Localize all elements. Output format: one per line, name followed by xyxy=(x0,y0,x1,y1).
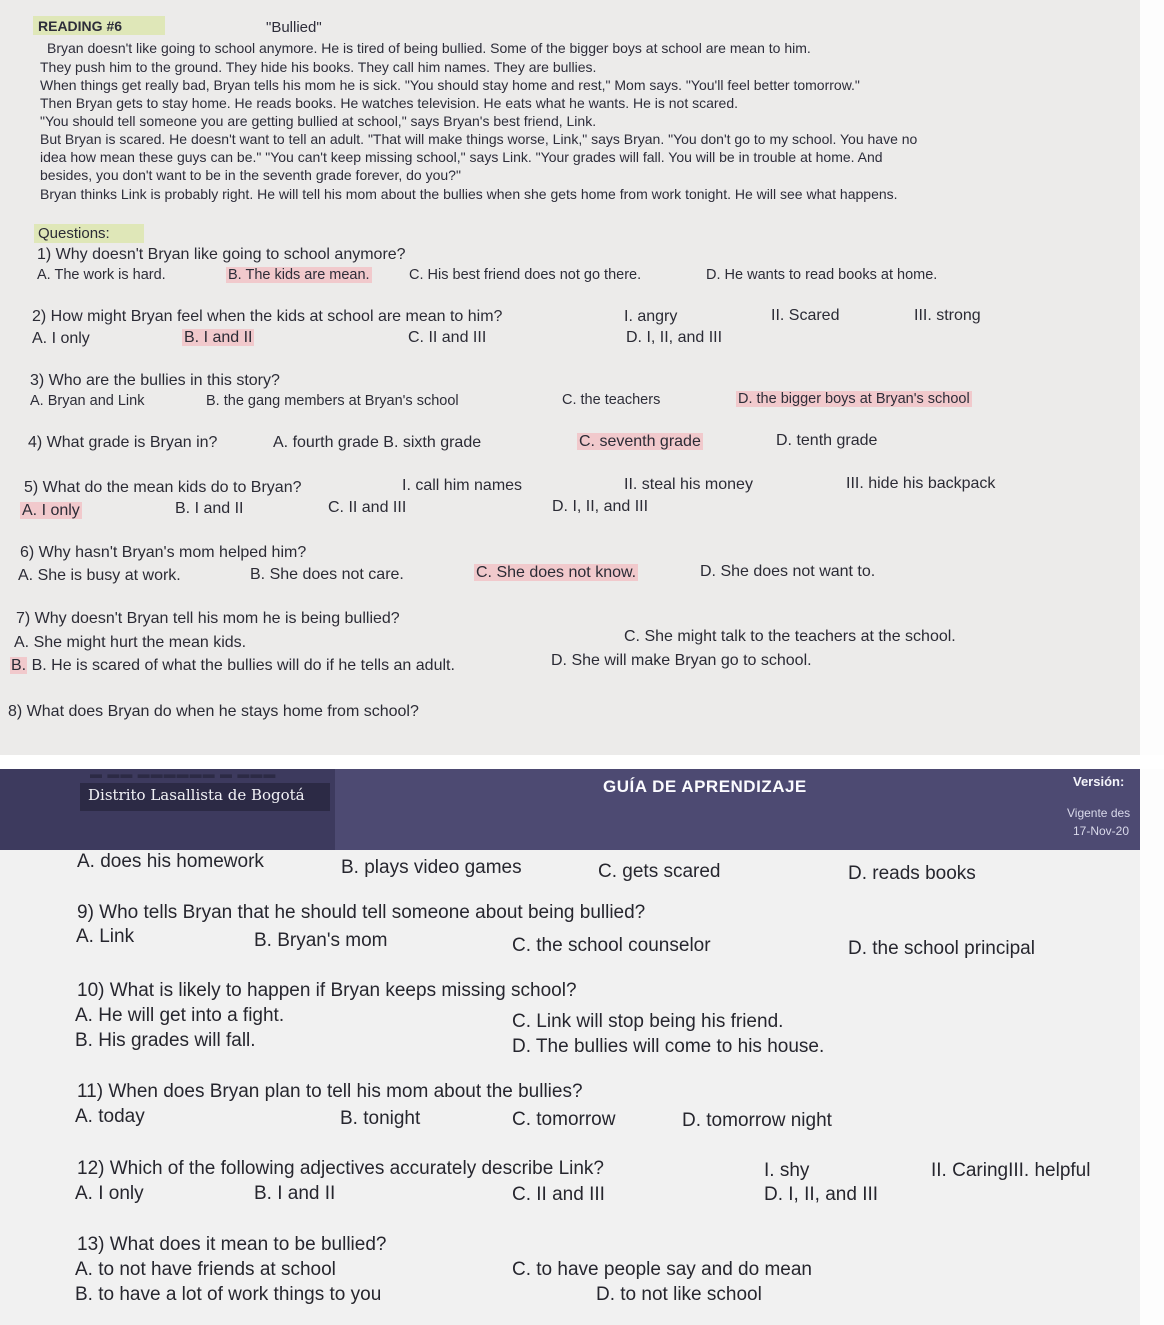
q6-option-b[interactable]: B. She does not care. xyxy=(250,566,404,583)
passage-line: Then Bryan gets to stay home. He reads books. He watches television. He eats what he wants. He is not scared. xyxy=(40,95,739,111)
q2-option-d[interactable]: D. I, II, and III xyxy=(626,329,723,346)
q6-option-c[interactable] xyxy=(474,564,638,582)
q1-option-b[interactable] xyxy=(226,267,372,283)
banner-torn-text: ▬ ▬▬ ▬▬▬▬▬▬ ▬ ▬▬▬ xyxy=(90,767,277,781)
passage-line: "You should tell someone you are getting bullied at school," says Bryan's best friend, Link. xyxy=(40,113,597,129)
q12-option-b[interactable]: B. I and II xyxy=(254,1183,336,1204)
q7-option-a[interactable]: A. She might hurt the mean kids. xyxy=(14,634,247,651)
question-3: 3) Who are the bullies in this story? xyxy=(30,372,280,389)
q10-option-c[interactable]: C. Link will stop being his friend. xyxy=(512,1011,784,1032)
q13-option-d[interactable]: D. to not like school xyxy=(596,1284,762,1305)
q5-option-a[interactable] xyxy=(20,502,82,520)
q4-option-c[interactable] xyxy=(577,433,703,451)
question-10: 10) What is likely to happen if Bryan keeps missing school? xyxy=(77,980,577,1001)
q4-option-c-text: C. seventh grade xyxy=(579,433,701,450)
q5-option-b[interactable]: B. I and II xyxy=(175,500,244,517)
passage-line: Bryan doesn't like going to school anymore. He is tired of being bullied. Some of the bigger boys at school are mean to him. xyxy=(47,40,811,56)
district-name: Distrito Lasallista de Bogotá xyxy=(88,786,305,804)
q1-option-c[interactable]: C. His best friend does not go there. xyxy=(409,267,642,283)
question-5: 5) What do the mean kids do to Bryan? xyxy=(24,479,302,496)
q10-option-b[interactable]: B. His grades will fall. xyxy=(75,1030,256,1051)
q5-statement-i: I. call him names xyxy=(402,477,523,494)
q9-option-d[interactable]: D. the school principal xyxy=(848,938,1035,959)
question-13: 13) What does it mean to be bullied? xyxy=(77,1234,387,1255)
q1-option-a[interactable]: A. The work is hard. xyxy=(37,267,166,283)
q8-option-a[interactable]: A. does his homework xyxy=(77,851,264,872)
q12-statement-i: I. shy xyxy=(764,1160,810,1181)
reading-number: READING #6 xyxy=(38,18,123,34)
q11-option-b[interactable]: B. tonight xyxy=(340,1108,421,1129)
question-8: 8) What does Bryan do when he stays home from school? xyxy=(8,703,419,720)
reading-title: "Bullied" xyxy=(266,19,322,36)
q3-option-d-text: D. the bigger boys at Bryan's school xyxy=(738,391,970,407)
passage-line: besides, you don't want to be in the seventh grade forever, do you?" xyxy=(40,167,461,183)
q12-option-c[interactable]: C. II and III xyxy=(512,1184,605,1205)
question-1: 1) Why doesn't Bryan like going to school anymore? xyxy=(37,246,406,263)
q2-option-b-text: B. I and II xyxy=(184,329,253,346)
version-date: 17-Nov-20 xyxy=(1073,824,1130,838)
passage-line: idea how mean these guys can be." "You can't keep missing school," says Link. "Your grades will fall. You will be in trouble at home. And xyxy=(40,149,883,165)
question-11: 11) When does Bryan plan to tell his mom about the bullies? xyxy=(77,1081,583,1102)
q7-option-c[interactable]: C. She might talk to the teachers at the school. xyxy=(624,628,956,645)
passage-line: When things get really bad, Bryan tells his mom he is sick. "You should stay home and rest," Mom says. "You'll feel better tomorrow." xyxy=(40,77,860,93)
q11-option-d[interactable]: D. tomorrow night xyxy=(682,1110,832,1131)
questions-label: Questions: xyxy=(38,225,110,242)
vigente-label: Vigente des xyxy=(1067,806,1131,820)
version-label: Versión: xyxy=(1073,774,1125,789)
q7-option-b-letter: B. xyxy=(11,657,27,674)
q6-option-d[interactable]: D. She does not want to. xyxy=(700,563,876,580)
q11-option-c[interactable]: C. tomorrow xyxy=(512,1109,616,1130)
q10-option-d[interactable]: D. The bullies will come to his house. xyxy=(512,1036,825,1057)
q2-statement-ii: II. Scared xyxy=(771,307,840,324)
q1-option-b-text: B. The kids are mean. xyxy=(228,267,370,283)
passage-line: But Bryan is scared. He doesn't want to tell an adult. "That will make things worse, Link," says Bryan. "You don't go to my school. You have no xyxy=(40,131,918,147)
question-4: 4) What grade is Bryan in? xyxy=(28,434,218,451)
q6-option-a[interactable]: A. She is busy at work. xyxy=(18,567,181,584)
question-2: 2) How might Bryan feel when the kids at school are mean to him? xyxy=(32,308,503,325)
q8-option-d[interactable]: D. reads books xyxy=(848,863,976,884)
q11-option-a[interactable]: A. today xyxy=(75,1106,145,1127)
q2-statement-iii: III. strong xyxy=(914,307,981,324)
q2-option-c[interactable]: C. II and III xyxy=(408,329,487,346)
q9-option-a[interactable]: A. Link xyxy=(76,926,135,947)
q3-option-d[interactable] xyxy=(736,391,972,407)
q9-option-c[interactable]: C. the school counselor xyxy=(512,935,711,956)
q5-statement-ii: II. steal his money xyxy=(624,476,753,493)
q10-option-a[interactable]: A. He will get into a fight. xyxy=(75,1005,285,1026)
question-7: 7) Why doesn't Bryan tell his mom he is being bullied? xyxy=(16,610,400,627)
q2-option-b[interactable] xyxy=(182,329,254,347)
q2-option-a[interactable]: A. I only xyxy=(32,330,90,347)
q5-option-a-text: A. I only xyxy=(22,502,80,519)
question-6: 6) Why hasn't Bryan's mom helped him? xyxy=(20,544,307,561)
q12-option-a[interactable]: A. I only xyxy=(75,1183,144,1204)
passage-line: They push him to the ground. They hide his books. They call him names. They are bullies. xyxy=(40,59,597,75)
q3-option-b[interactable]: B. the gang members at Bryan's school xyxy=(206,393,459,409)
q13-option-c[interactable]: C. to have people say and do mean xyxy=(512,1259,812,1280)
question-12: 12) Which of the following adjectives accurately describe Link? xyxy=(77,1158,604,1179)
q5-statement-iii: III. hide his backpack xyxy=(846,475,996,492)
q5-option-c[interactable]: C. II and III xyxy=(328,499,407,516)
q12-statement-ii: II. CaringIII. helpful xyxy=(931,1160,1091,1181)
q12-option-d[interactable]: D. I, II, and III xyxy=(764,1184,879,1205)
page-margin xyxy=(1140,769,1164,1325)
q7-option-b[interactable] xyxy=(10,657,455,675)
page-margin xyxy=(1140,0,1164,755)
q13-option-a[interactable]: A. to not have friends at school xyxy=(75,1259,336,1280)
q3-option-a[interactable]: A. Bryan and Link xyxy=(30,393,145,409)
q9-option-b[interactable]: B. Bryan's mom xyxy=(254,930,388,951)
passage-line: Bryan thinks Link is probably right. He will tell his mom about the bullies when she gets home from work tonight. He will see what happens. xyxy=(40,186,898,202)
q7-option-b-text: B. He is scared of what the bullies will do if he tells an adult. xyxy=(31,657,455,674)
q2-statement-i: I. angry xyxy=(624,308,678,325)
q1-option-d[interactable]: D. He wants to read books at home. xyxy=(706,267,938,283)
q8-option-c[interactable]: C. gets scared xyxy=(598,861,721,882)
q4-option-ab[interactable]: A. fourth grade B. sixth grade xyxy=(273,434,482,451)
q8-option-b[interactable]: B. plays video games xyxy=(341,857,522,878)
q13-option-b[interactable]: B. to have a lot of work things to you xyxy=(75,1284,382,1305)
q4-option-d[interactable]: D. tenth grade xyxy=(776,432,878,449)
q5-option-d[interactable]: D. I, II, and III xyxy=(552,498,649,515)
guide-title: GUÍA DE APRENDIZAJE xyxy=(603,777,807,796)
q6-option-c-text: C. She does not know. xyxy=(476,564,637,581)
q3-option-c[interactable]: C. the teachers xyxy=(562,392,661,408)
q7-option-d[interactable]: D. She will make Bryan go to school. xyxy=(551,652,812,669)
question-9: 9) Who tells Bryan that he should tell someone about being bullied? xyxy=(77,902,646,923)
